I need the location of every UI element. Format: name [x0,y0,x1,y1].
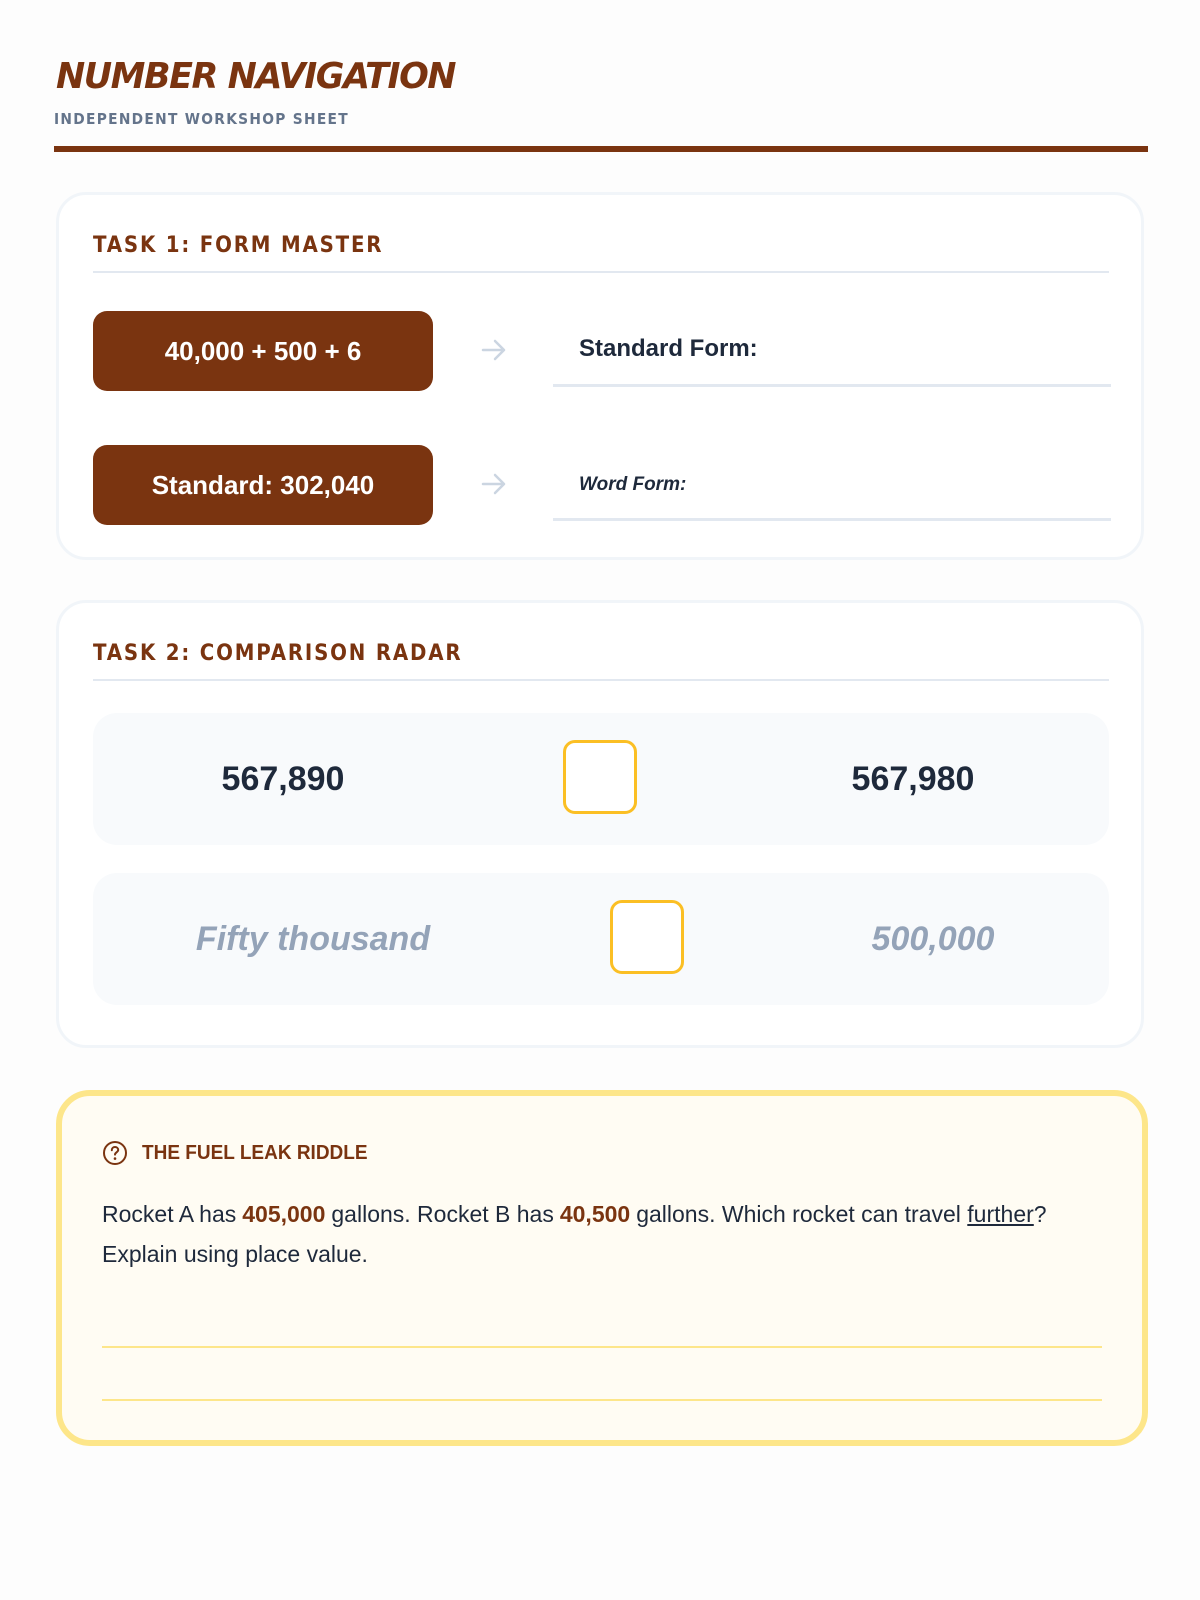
word-form-answer-field[interactable] [553,449,1111,521]
comparison-right-value: 567,980 [851,760,975,798]
help-circle-icon [102,1140,128,1166]
task-1-card [56,192,1144,560]
comparison-left-value: 567,890 [221,760,345,798]
comparison-symbol-box[interactable] [610,900,684,974]
rocket-a-value: 405,000 [242,1201,326,1227]
task-2-card [56,600,1144,1048]
task-1-divider [93,271,1109,273]
comparison-left-value: Fifty thousand [195,920,431,958]
header-divider [54,146,1148,152]
rocket-b-value: 40,500 [559,1201,631,1227]
task-2-title: TASK 2: COMPARISON RADAR [93,641,463,666]
riddle-card [56,1090,1148,1446]
page-title: NUMBER NAVIGATION [56,56,456,97]
standard-form-label: Standard Form: [579,335,758,362]
standard-form-answer-field[interactable] [553,315,1111,387]
arrow-right-icon [479,335,509,365]
answer-writing-line[interactable] [102,1399,1102,1401]
task-2-divider [93,679,1109,681]
page-subtitle: INDEPENDENT WORKSHOP SHEET [54,110,349,128]
riddle-header [102,1140,379,1166]
standard-number-prompt: Standard: 302,040 [93,445,433,525]
arrow-right-icon [479,469,509,499]
word-form-label: Word Form: [579,474,687,495]
task-1-title: TASK 1: FORM MASTER [93,233,384,258]
comparison-right-value: 500,000 [871,920,995,958]
comparison-row [93,873,1109,1005]
expanded-form-prompt: 40,000 + 500 + 6 [93,311,433,391]
riddle-question: Rocket A has 405,000 gallons. Rocket B has 40,500 gallons. Which rocket can travel further? Explain using place value. [102,1201,1047,1267]
answer-writing-line[interactable] [102,1346,1102,1348]
comparison-row [93,713,1109,845]
emphasis-word: further [967,1201,1034,1227]
riddle-title: THE FUEL LEAK RIDDLE [142,1141,368,1164]
comparison-symbol-box[interactable] [563,740,637,814]
